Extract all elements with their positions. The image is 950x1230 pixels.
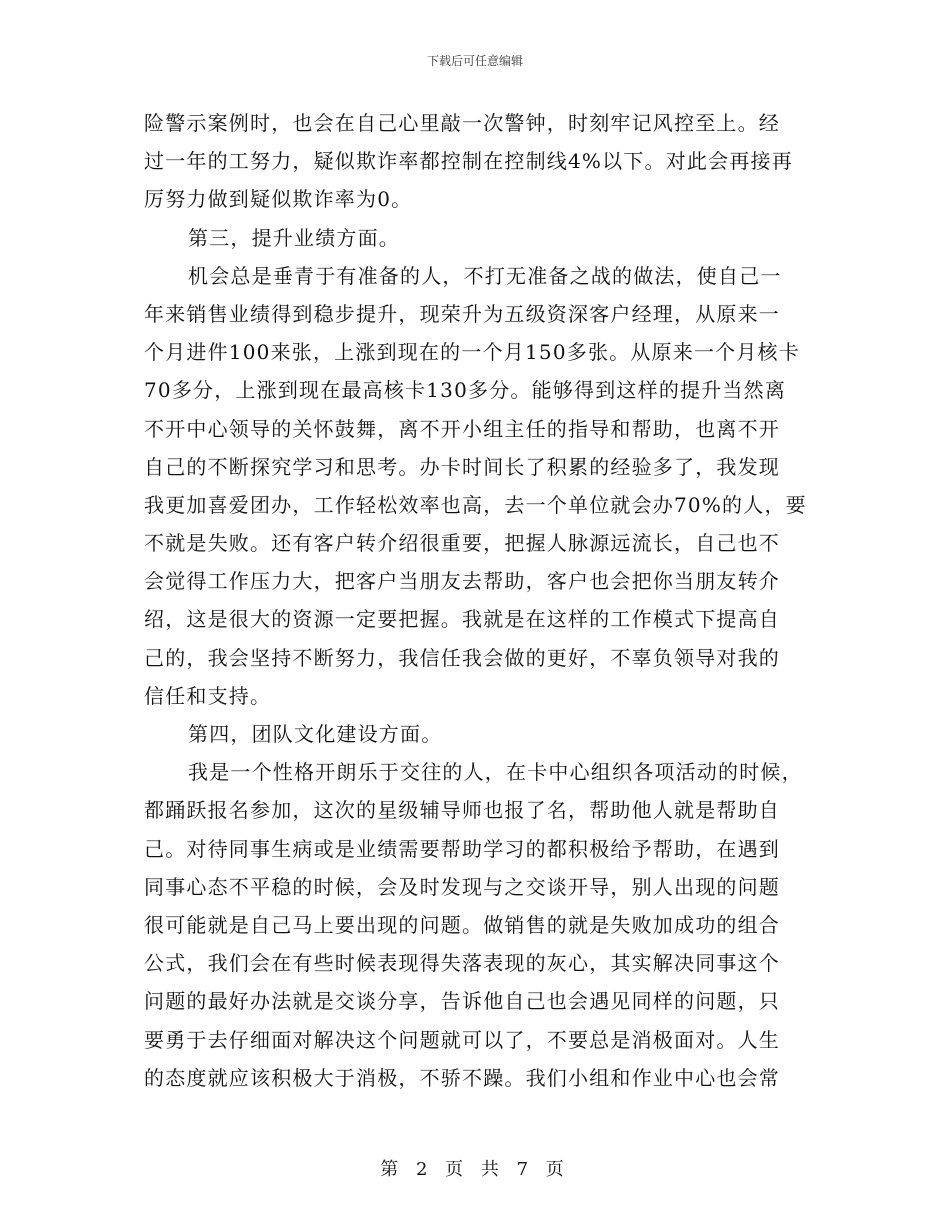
text-line: 不就是失败。还有客户转介绍很重要，把握人脉源远流长，自己也不: [144, 531, 780, 556]
text-line: 很可能就是自己马上要出现的问题。做销售的就是失败加成功的组合: [144, 912, 780, 937]
text-line: 我更加喜爱团办，工作轻松效率也高，去一个单位就会办70%的人，要: [144, 492, 807, 517]
text-line: 第三，提升业绩方面。: [188, 225, 400, 250]
text-line: 机会总是垂青于有准备的人，不打无准备之战的做法，使自己一: [188, 263, 782, 288]
text-line: 险警示案例时，也会在自己心里敲一次警钟，时刻牢记风控至上。经: [144, 111, 780, 135]
text-line: 都踊跃报名参加，这次的星级辅导师也报了名，帮助他人就是帮助自: [144, 798, 780, 823]
text-line: 个月进件100来张，上涨到现在的一个月150多张。从原来一个月核卡: [144, 340, 800, 365]
text-line: 不开中心领导的关怀鼓舞，离不开小组主任的指导和帮助，也离不开: [144, 416, 780, 441]
document-body: [144, 104, 807, 1097]
text-line: 过一年的工努力，疑似欺诈率都控制在控制线4%以下。对此会再接再: [144, 149, 793, 174]
text-line: 年来销售业绩得到稳步提升，现荣升为五级资深客户经理，从原来一: [144, 301, 780, 326]
text-line: 的态度就应该积极大于消极，不骄不躁。我们小组和作业中心也会常: [144, 1065, 780, 1090]
text-line: 绍，这是很大的资源一定要把握。我就是在这样的工作模式下提高自: [144, 607, 780, 632]
text-line: 第四，团队文化建设方面。: [188, 722, 443, 746]
text-line: 要勇于去仔细面对解决这个问题就可以了，不要总是消极面对。人生: [144, 1027, 780, 1052]
text-line: 会觉得工作压力大，把客户当朋友去帮助，客户也会把你当朋友转介: [144, 569, 780, 594]
text-line: 我是一个性格开朗乐于交往的人，在卡中心组织各项活动的时候，: [188, 760, 803, 785]
text-line: 70多分，上涨到现在最高核卡130多分。能够得到这样的提升当然离: [144, 378, 787, 403]
text-line: 信任和支持。: [144, 683, 272, 708]
text-line: 问题的最好办法就是交谈分享，告诉他自己也会遇见同样的问题，只: [144, 989, 780, 1014]
text-line: 厉努力做到疑似欺诈率为0。: [144, 187, 413, 212]
text-line: 公式，我们会在有些时候表现得失落表现的灰心，其实解决同事这个: [144, 951, 780, 976]
text-line: 同事心态不平稳的时候，会及时发现与之交谈开导，别人出现的问题: [144, 874, 780, 899]
text-line: 自己的不断探究学习和思考。办卡时间长了积累的经验多了，我发现: [144, 454, 780, 479]
text-line: 己。对待同事生病或是业绩需要帮助学习的都积极给予帮助，在遇到: [144, 836, 780, 861]
page-number-footer: 第 2 页 共 7 页: [380, 1159, 570, 1180]
page-header: 下载后可任意编辑: [426, 54, 523, 68]
text-line: 己的，我会坚持不断努力，我信任我会做的更好，不辜负领导对我的: [144, 645, 780, 670]
